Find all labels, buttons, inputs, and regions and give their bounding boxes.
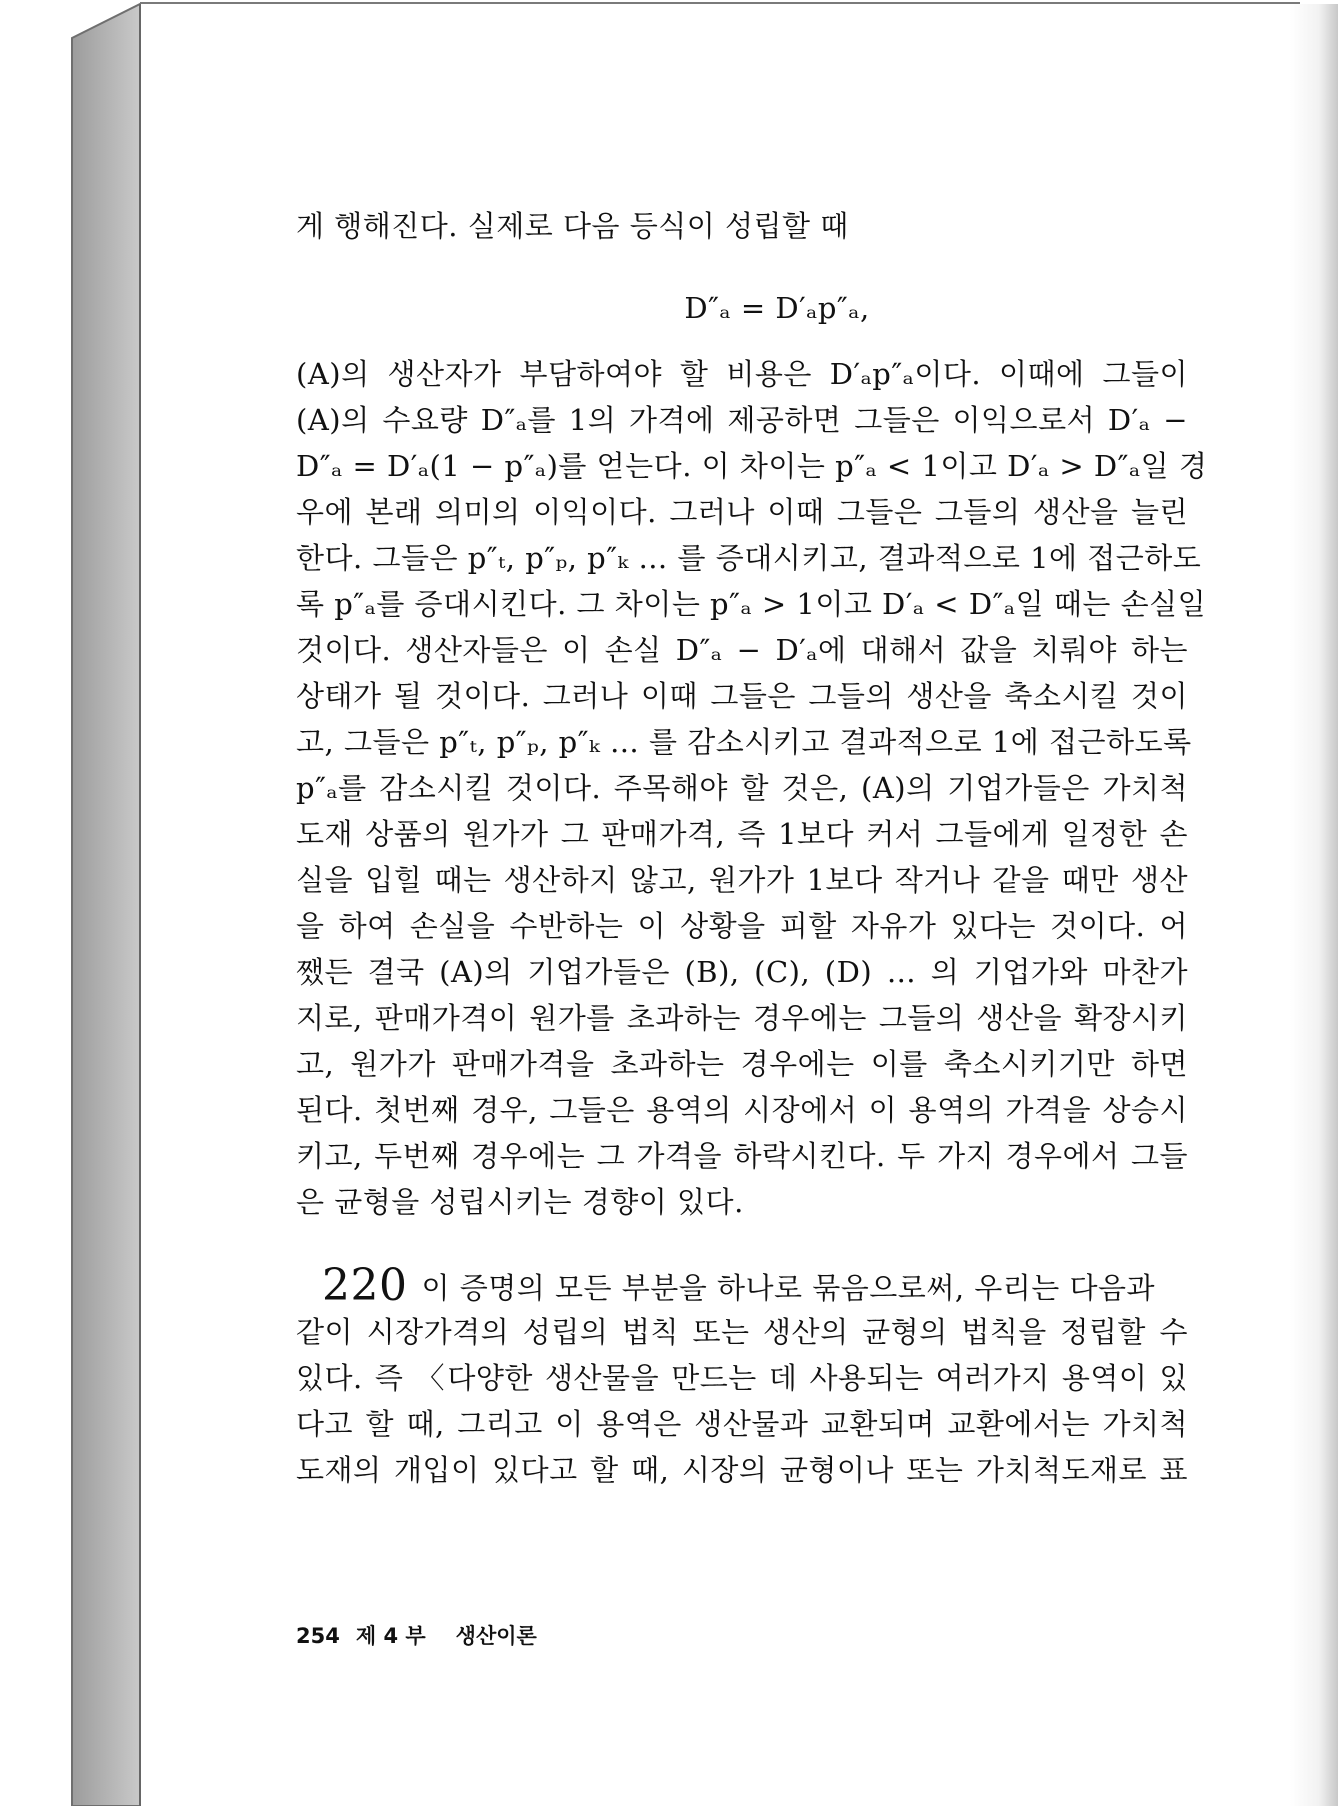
section-line-3: 다고 할 때, 그리고 이 용역은 생산물과 교환되며 교환에서는 가치척 [296, 1407, 1188, 1441]
text-line-16: 지로, 판매가격이 원가를 초과하는 경우에는 그들의 생산을 확장시키 [296, 1001, 1188, 1035]
text-line-9: 상태가 될 것이다. 그러나 이때 그들은 그들의 생산을 축소시킬 것이 [296, 679, 1188, 713]
text-line-15: 쨌든 결국 (A)의 기업가들은 (B), (C), (D) … 의 기업가와 마찬가 [296, 955, 1188, 989]
section-first-line-text: 이 증명의 모든 부분을 하나로 묶음으로써, 우리는 다음과 [421, 1271, 1156, 1305]
chapter-title: 생산이론 [455, 1624, 537, 1648]
text-line-1: 게 행해진다. 실제로 다음 등식이 성립할 때 [296, 209, 849, 243]
text-line-11: p″ₐ를 감소시킬 것이다. 주목해야 할 것은, (A)의 기업가들은 가치척 [296, 771, 1188, 805]
page-number: 254 [296, 1624, 340, 1648]
section-line-2: 있다. 즉 〈다양한 생산물을 만드는 데 사용되는 여러가지 용역이 있 [296, 1361, 1188, 1395]
text-line-4: D″ₐ = D′ₐ(1 − p″ₐ)를 얻는다. 이 차이는 p″ₐ < 1이고 D′ₐ > D″ₐ일 경 [296, 449, 1208, 483]
text-line-2: (A)의 생산자가 부담하여야 할 비용은 D′ₐp″ₐ이다. 이때에 그들이 [296, 357, 1188, 391]
part-label: 제 4 부 [355, 1624, 426, 1648]
section-line-4: 도재의 개입이 있다고 할 때, 시장의 균형이나 또는 가치척도재로 표 [296, 1453, 1188, 1487]
text-line-19: 키고, 두번째 경우에는 그 가격을 하락시킨다. 두 가지 경우에서 그들 [296, 1139, 1188, 1173]
section-number: 220 [322, 1260, 408, 1311]
text-line-13: 실을 입힐 때는 생산하지 않고, 원가가 1보다 작거나 같을 때만 생산 [296, 863, 1188, 897]
equation: D″ₐ = D′ₐp″ₐ, [684, 291, 870, 325]
text-line-5: 우에 본래 의미의 이익이다. 그러나 이때 그들은 그들의 생산을 늘린 [296, 495, 1188, 529]
section-first-line [296, 1260, 1188, 1311]
text-line-20: 은 균형을 성립시키는 경향이 있다. [296, 1185, 744, 1219]
text-line-12: 도재 상품의 원가가 그 판매가격, 즉 1보다 커서 그들에게 일정한 손 [296, 817, 1188, 851]
text-line-6: 한다. 그들은 p″ₜ, p″ₚ, p″ₖ … 를 증대시키고, 결과적으로 1에 접근하도 [296, 541, 1202, 575]
text-line-8: 것이다. 생산자들은 이 손실 D″ₐ − D′ₐ에 대해서 값을 치뤄야 하는 [296, 633, 1188, 667]
text-line-17: 고, 원가가 판매가격을 초과하는 경우에는 이를 축소시키기만 하면 [296, 1047, 1188, 1081]
text-line-3: (A)의 수요량 D″ₐ를 1의 가격에 제공하면 그들은 이익으로서 D′ₐ − [296, 403, 1188, 437]
page-footer [296, 1622, 537, 1650]
section-line-1: 같이 시장가격의 성립의 법칙 또는 생산의 균형의 법칙을 정립할 수 [296, 1315, 1188, 1349]
text-line-7: 록 p″ₐ를 증대시킨다. 그 차이는 p″ₐ > 1이고 D′ₐ < D″ₐ일 때는 손실일 [296, 587, 1207, 621]
text-line-10: 고, 그들은 p″ₜ, p″ₚ, p″ₖ … 를 감소시키고 결과적으로 1에 접근하도록 [296, 725, 1192, 759]
text-line-14: 을 하여 손실을 수반하는 이 상황을 피할 자유가 있다는 것이다. 어 [296, 909, 1188, 943]
text-line-18: 된다. 첫번째 경우, 그들은 용역의 시장에서 이 용역의 가격을 상승시 [296, 1093, 1188, 1127]
